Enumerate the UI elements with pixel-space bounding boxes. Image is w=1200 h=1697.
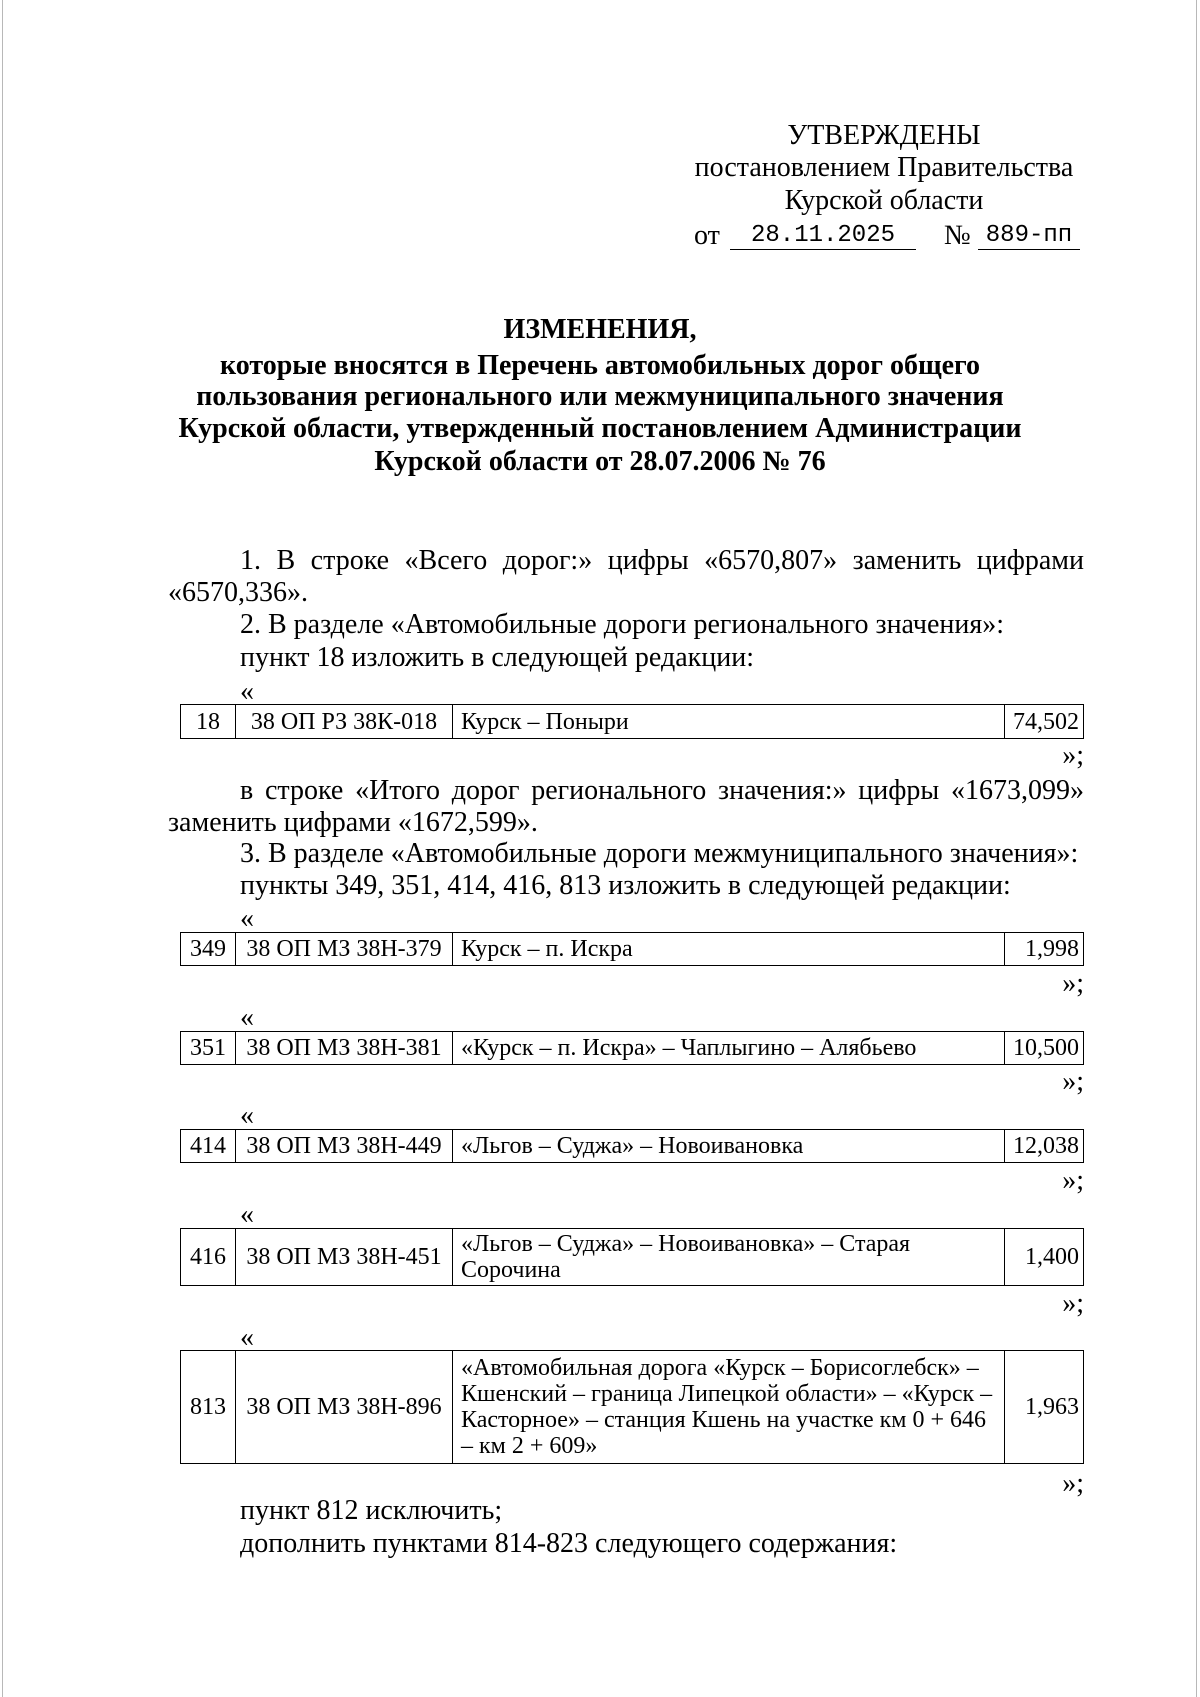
approval-line-2: постановлением Правительства <box>694 152 1074 183</box>
road-length: 1,963 <box>1005 1351 1084 1464</box>
road-code: 38 ОП МЗ 38Н-896 <box>236 1351 453 1464</box>
road-code: 38 ОП РЗ 38К-018 <box>236 705 453 739</box>
approval-heading: УТВЕРЖДЕНЫ <box>787 120 981 151</box>
road-length: 74,502 <box>1005 705 1084 739</box>
row-number: 414 <box>181 1130 236 1163</box>
open-quote: « <box>240 1100 254 1131</box>
paragraph-5-line-1: пункт 812 исключить; <box>240 1495 503 1526</box>
paragraph-5-line-2: дополнить пунктами 814-823 следующего содержания: <box>240 1528 898 1559</box>
road-table-414 <box>180 1129 1084 1163</box>
table-row <box>181 705 1084 739</box>
paragraph-3-line-2: заменить цифрами «1672,599». <box>168 807 538 838</box>
document-heading: ИЗМЕНЕНИЯ, <box>503 314 697 345</box>
road-table-18 <box>180 704 1084 739</box>
close-quote: »; <box>1062 1165 1084 1196</box>
table-row <box>181 1130 1084 1163</box>
title-line-2: пользования регионального или межмуниципального значения <box>196 381 1004 412</box>
paragraph-4-line-1: 3. В разделе «Автомобильные дороги межмуниципального значения»: <box>240 838 1079 869</box>
road-length: 12,038 <box>1005 1130 1084 1163</box>
road-table-349 <box>180 932 1084 966</box>
road-table-351 <box>180 1031 1084 1065</box>
paragraph-1-line-2: «6570,336». <box>168 577 308 608</box>
table-row <box>181 1351 1084 1464</box>
open-quote: « <box>240 1002 254 1033</box>
scan-edge-left <box>2 0 3 1697</box>
open-quote: « <box>240 1322 254 1353</box>
paragraph-2-line-2: пункт 18 изложить в следующей редакции: <box>240 642 754 673</box>
paragraph-1-line-1: 1. В строке «Всего дорог:» цифры «6570,807» заменить цифрами <box>240 545 1084 576</box>
road-length: 1,400 <box>1005 1229 1084 1286</box>
title-line-3: Курской области, утвержденный постановлением Администрации <box>178 413 1022 444</box>
road-name: «Льгов – Суджа» – Новоивановка» – Старая Сорочина <box>453 1229 1005 1286</box>
table-row <box>181 1032 1084 1065</box>
paragraph-2-line-1: 2. В разделе «Автомобильные дороги регионального значения»: <box>240 609 1004 640</box>
row-number: 351 <box>181 1032 236 1065</box>
paragraph-4-line-2: пункты 349, 351, 414, 416, 813 изложить в следующей редакции: <box>240 870 1011 901</box>
road-code: 38 ОП МЗ 38Н-379 <box>236 933 453 966</box>
table-row <box>181 1229 1084 1286</box>
road-code: 38 ОП МЗ 38Н-451 <box>236 1229 453 1286</box>
approval-date-line <box>694 220 1086 252</box>
close-quote: »; <box>1062 740 1084 771</box>
road-code: 38 ОП МЗ 38Н-449 <box>236 1130 453 1163</box>
road-name: Курск – Поныри <box>453 705 1005 739</box>
road-table-813 <box>180 1350 1084 1464</box>
date-prefix: от <box>694 220 720 251</box>
road-name: Курск – п. Искра <box>453 933 1005 966</box>
approval-line-3: Курской области <box>784 185 984 216</box>
open-quote: « <box>240 1199 254 1230</box>
row-number: 18 <box>181 705 236 739</box>
number-sign: № <box>944 220 971 251</box>
title-line-4: Курской области от 28.07.2006 № 76 <box>374 446 826 477</box>
road-code: 38 ОП МЗ 38Н-381 <box>236 1032 453 1065</box>
paragraph-3-line-1: в строке «Итого дорог регионального значения:» цифры «1673,099» <box>240 775 1084 806</box>
row-number: 416 <box>181 1229 236 1286</box>
close-quote: »; <box>1062 1066 1084 1097</box>
row-number: 349 <box>181 933 236 966</box>
approval-date: 28.11.2025 <box>730 220 916 250</box>
close-quote: »; <box>1062 1468 1084 1499</box>
road-name: «Льгов – Суджа» – Новоивановка <box>453 1130 1005 1163</box>
row-number: 813 <box>181 1351 236 1464</box>
road-length: 10,500 <box>1005 1032 1084 1065</box>
close-quote: »; <box>1062 968 1084 999</box>
road-name: «Автомобильная дорога «Курск – Борисоглебск» – Кшенский – граница Липецкой области» – «Курск – Касторное» – станция Кшень на участке км 0 + 646 – км 2 + 609» <box>453 1351 1005 1464</box>
open-quote: « <box>240 676 254 707</box>
open-quote: « <box>240 903 254 934</box>
table-row <box>181 933 1084 966</box>
road-name: «Курск – п. Искра» – Чаплыгино – Алябьево <box>453 1032 1005 1065</box>
road-table-416 <box>180 1228 1084 1286</box>
title-line-1: которые вносятся в Перечень автомобильных дорог общего <box>219 350 981 381</box>
close-quote: »; <box>1062 1288 1084 1319</box>
approval-number: 889-пп <box>978 220 1080 250</box>
road-length: 1,998 <box>1005 933 1084 966</box>
scan-edge-right <box>1196 0 1197 1697</box>
